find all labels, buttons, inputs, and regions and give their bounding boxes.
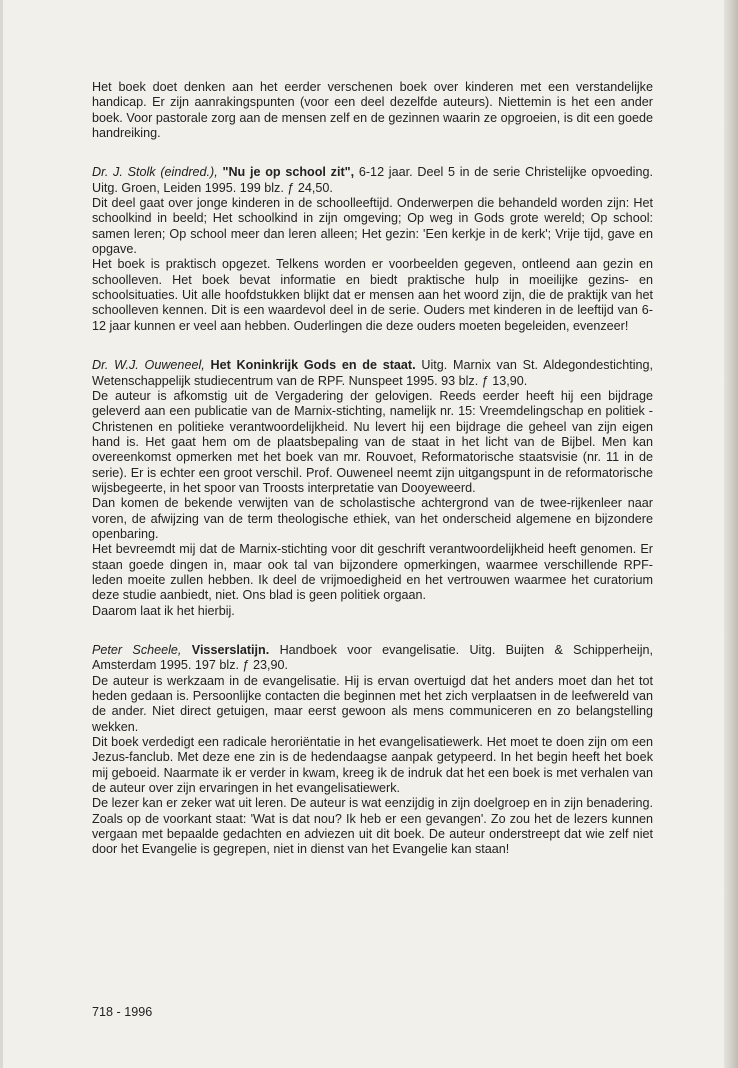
- review-paragraph: Dan komen de bekende verwijten van de scholastische achtergrond van de twee-rijkenleer naar voren, de afwijzing van de term theologische ethiek, van het onderscheid algemene en bijzondere openbaring.: [92, 496, 653, 541]
- review-paragraph: Dit deel gaat over jonge kinderen in de schoolleeftijd. Onderwerpen die behandeld worden zijn: Het schoolkind in beeld; Het schoolkind in zijn omgeving; Op weg in Gods grote wereld; Op school: samen leren; Op school meer dan leren alleen; Het gezin: 'Een kerkje in de kerk'; Vrije tijd, gave en opgave.: [92, 196, 653, 257]
- review-paragraph: Dit boek verdedigt een radicale heroriëntatie in het evangelisatiewerk. Het moet te doen zijn om een Jezus-fanclub. Met deze ene zin is de hedendaagse aanpak getypeerd. In het begin heeft het boek mij geboeid. Naarmate ik er verder in kwam, kreeg ik de indruk dat het een boek is met verhalen van de auteur over zijn ervaringen in het evangelisatiewerk.: [92, 735, 653, 796]
- review-paragraph: Het boek is praktisch opgezet. Telkens worden er voorbeelden gegeven, ontleend aan gezin en schoolleven. Het boek bevat informatie en biedt praktische hulp in moeilijke gezins- en schoolsituaties. Uit alle hoofdstukken blijkt dat er mensen aan het woord zijn, die de praktijk van het schoolleven kennen. Dit is een waardevol deel in de serie. Ouders met kinderen in de leeftijd van 6-12 jaar kunnen er veel aan hebben. Ouderlingen die deze ouders moeten begeleiden, evenzeer!: [92, 257, 653, 333]
- intro-section: [92, 80, 653, 141]
- review-stolk: [92, 165, 653, 334]
- page-number: 718 - 1996: [92, 1005, 153, 1019]
- review-paragraph: De auteur is werkzaam in de evangelisatie. Hij is ervan overtuigd dat het anders moet dan het tot heden gedaan is. Persoonlijke contacten die beginnen met het zich verplaatsen in de leefwereld van de ander. Niet direct getuigen, maar eerst gewoon als mens communiceren en zo belangstelling wekken.: [92, 673, 653, 734]
- review-paragraph: Daarom laat ik het hierbij.: [92, 603, 235, 618]
- review-ouweneel: [92, 358, 653, 619]
- review-author: Dr. J. Stolk (eindred.),: [92, 165, 218, 180]
- review-title: Het Koninkrijk Gods en de staat.: [210, 358, 416, 373]
- intro-paragraph: Het boek doet denken aan het eerder verschenen boek over kinderen met een verstandelijke handicap. Er zijn aanrakingspunten (voor een deel dezelfde auteurs). Niettemin is het een ander boek. Voor pastorale zorg aan de mensen zelf en de gezinnen waarin ze opgroeien, is dit een goede handreiking.: [92, 80, 653, 141]
- review-heading: [92, 358, 653, 389]
- review-title: Visserslatijn.: [191, 643, 270, 657]
- review-heading: [92, 643, 653, 674]
- review-details: Handboek voor evangelisatie. Uitg. Buijten & Schipperheijn, Amsterdam 1995. 197 blz. ƒ 23,90.: [92, 643, 653, 673]
- review-details: 6-12 jaar. Deel 5 in de serie Christelijke opvoeding. Uitg. Groen, Leiden 1995. 199 blz. ƒ 24,50.: [92, 165, 653, 195]
- review-paragraph: Het bevreemdt mij dat de Marnix-stichting voor dit geschrift verantwoordelijkheid heeft genomen. Er staan goede dingen in, maar ook tal van bijzondere opmerkingen, waarmee verschillende RPF-leden moeite zullen hebben. Ik deel de vrijmoedigheid en het vertrouwen waarmee het curatorium deze studie aanbiedt, niet. Ons blad is geen politiek orgaan.: [92, 542, 653, 603]
- review-author: Peter Scheele,: [92, 643, 182, 657]
- page-body: [92, 80, 653, 858]
- review-paragraph: De lezer kan er zeker wat uit leren. De auteur is wat eenzijdig in zijn doelgroep en in zijn benadering. Zoals op de voorkant staat: 'Wat is dat nou? Ik heb er een gevangen'. Zo zou het de lezers kunnen vergaan met bepaalde gedachten en adviezen uit dit boek. De auteur onderstreept dat wie zelf niet door het Evangelie is gegrepen, niet in dienst van het Evangelie kan staan!: [92, 796, 653, 857]
- scan-edge-right: [724, 0, 738, 1068]
- review-paragraph: De auteur is afkomstig uit de Vergadering der gelovigen. Reeds eerder heeft hij een bijdrage geleverd aan een publicatie van de Marnix-stichting, namelijk nr. 15: Vreemdelingschap en politiek - Christenen en politieke verantwoordelijkheid. Nu levert hij een bijdrage die geheel van zijn eigen hand is. Het gaat hem om de plaatsbepaling van de staat in het licht van de Bijbel. Men kan overeenkomst opmerken met het boek van mr. Rouvoet, Reformatorische staatsvisie (nr. 11 in de serie). Er is echter een groot verschil. Prof. Ouweneel neemt zijn uitgangspunt in de reformatorische wijsbegeerte, in het spoor van Troosts interpretatie van Dooyeweerd.: [92, 388, 653, 495]
- review-author: Dr. W.J. Ouweneel,: [92, 358, 205, 373]
- review-heading: [92, 165, 653, 196]
- review-details: Uitg. Marnix van St. Aldegondestichting, Wetenschappelijk studiecentrum van de RPF. Nunspeet 1995. 93 blz. ƒ 13,90.: [92, 358, 653, 388]
- scan-edge-left: [0, 0, 3, 1068]
- review-title: "Nu je op school zit",: [222, 165, 355, 180]
- review-scheele: [92, 643, 653, 858]
